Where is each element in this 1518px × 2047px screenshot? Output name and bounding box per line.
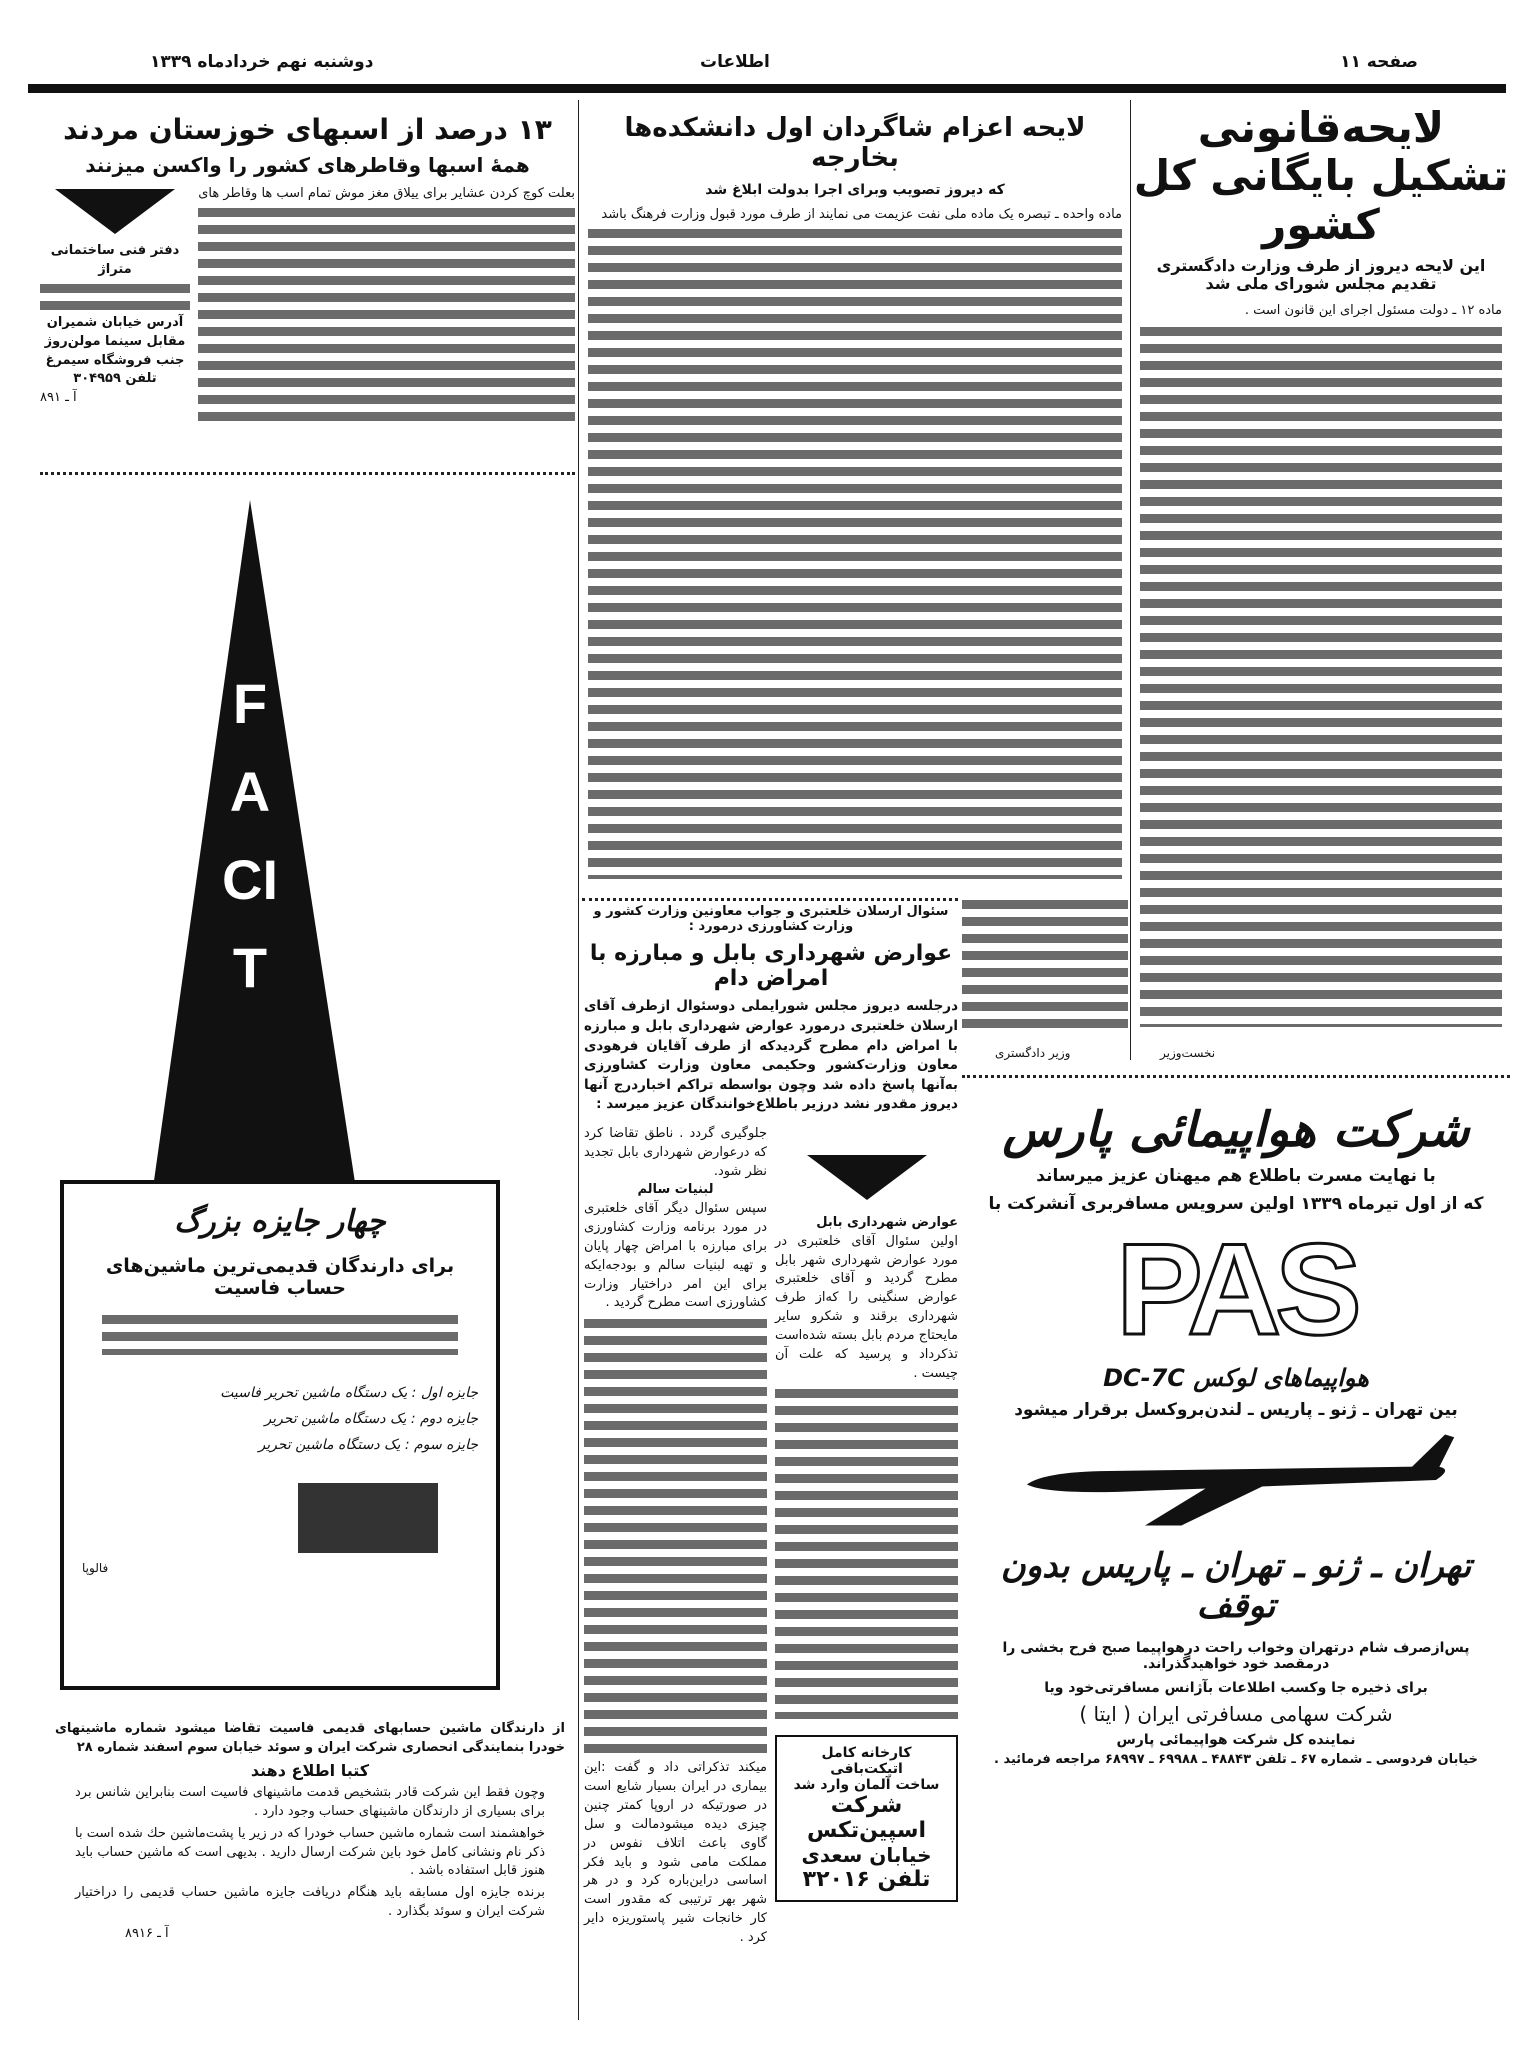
facit-paragraph-1: وچون فقط این شرکت قادر بتشخیص قدمت ماشینهای فاسیت است بنابراین شانس برد برای بسیاری از دارندگان ماشینهای حساب وجود دارد . [75,1785,545,1819]
ad-paragraph: پس‌ازصرف شام درتهران وخواب راحت درهواپیما صبح فرح بخشی را درمقصد خود خواهیدگذراند. [1002,1640,1470,1672]
pas-logo: PAS [1116,1216,1356,1362]
article-horses [40,100,575,470]
paragraph: میکند تذکراتی داد و گفت :این بیماری در ایران بسیار شایع است در صورتیکه در اروپا کمتر چنین چیزی دیده میشودمالت و سل گاوی باعث اتلاف نفوس در مملکت مامی شود و باید فکر اساسی دراین‌باره کرد و در هر شهر بهر ترتیبی که مقدور است کار خانجات شیر پاستوریزه دایر کرد . [584,1760,767,1945]
body-text [775,1389,958,1719]
ad-street: خیابان سعدی [801,1843,932,1868]
newspaper-name: اطلاعات [700,52,770,72]
headline: لایحه‌قانونی تشکیل بایگانی کل کشور [1133,103,1509,249]
ad-paragraph: برای ذخیره جا وکسب اطلاعات بآژانس مسافرتی‌خود ویا [1044,1680,1428,1696]
body-text [40,284,190,310]
star-divider [962,1075,1510,1078]
facit-cta: کتبا اطلاع دهند [250,1760,370,1780]
ad-phone: تلفن ۳۲۰۱۶ [802,1867,931,1893]
ad-code: آ ـ ۸۹۱۶ [125,1925,169,1941]
excerpt: ماده واحده ـ تبصره یک ماده ملی نفت عزیمت می نمایند از طرف مورد قبول وزارت فرهنگ باشد [601,206,1122,222]
spintex-advertisement [775,1735,958,1902]
subheadline: این لایحه دیروز از طرف وزارت دادگستری تقدیم مجلس شورای ملی شد [1156,255,1486,294]
triangle-ornament [55,189,175,234]
body-text [198,208,575,428]
prize-sign [60,1180,500,1690]
facit-intro: از دارندگان ماشین حسابهای قدیمی فاسیت تقاضا میشود شماره ماشینهای خودرا بنمایندگی انحصاری شرکت ایران و سوئد خیابان سوم اسفند شماره ۲۸ [55,1721,565,1755]
headline: ۱۳ درصد از اسبهای خوزستان مردند [63,113,552,146]
prize-1: جایزه اول : یک دستگاه ماشین تحریر فاسیت [220,1385,478,1401]
plane-model: هواپیماهای لوکس DC-7C [1103,1364,1369,1392]
calculator-illustration [298,1483,438,1553]
facit-footer [55,1720,565,1944]
agency-name: شرکت سهامی مسافرتی ایران ( ایتا ) [1079,1702,1393,1726]
article-babol [584,905,958,2025]
excerpt: بعلت کوچ کردن عشایر برای ییلاق مغز موش تمام اسب ها وقاطر های [198,186,575,202]
classified-phone: تلفن ۳۰۴۹۵۹ [73,371,157,387]
pars-airline-advertisement [962,1090,1510,2030]
article-archive [1132,100,1510,1040]
ad-line: با نهایت مسرت باطلاع هم میهنان عزیز میرساند [1036,1166,1436,1186]
prize-3: جایزه سوم : یک دستگاه ماشین تحریر [258,1437,478,1453]
excerpt: ماده ۱۲ ـ دولت مسئول اجرای این قانون است . [1244,302,1502,318]
classified-address: آدرس خیابان شمیران مقابل سینما مولن‌روژ جنب فروشگاه سیمرغ [44,314,186,368]
facit-brand-logo: FACIT [222,672,278,999]
column-divider [1130,100,1131,1060]
facit-paragraph-2: خواهشمند است شماره ماشین حساب خودرا که در زیر یا پشت‌ماشین حك شده است با ذکر نام ونشانی کامل خود باین شرکت ارسال دارید . بدیهی است که ماشین حساب باید هنوز قابل استفاده باشد . [75,1825,545,1879]
ad-line: ساخت آلمان وارد شد [793,1777,940,1794]
classified-code: آ ـ ۸۹۱ [40,390,77,406]
headline: لایحه اعزام شاگردان اول دانشکده‌ها بخارجه [624,113,1086,173]
paragraph: جلوگیری گردد . ناطق تقاضا کرد که درعوارض شهرداری بابل تجدید نظر شود. [584,1125,767,1179]
body-text [584,1319,767,1759]
ad-line: که از اول تیرماه ۱۳۳۹ اولین سرویس مسافربری آنشرکت با [988,1194,1484,1214]
facit-paragraph-3: برنده جایزه اول مسابقه باید هنگام دریافت جایزه ماشین حساب قدیمی را دراختیار شرکت ایران و سوئد بگذارد . [75,1885,545,1920]
ad-line: کارخانه کامل اتیکت‌بافی [821,1745,912,1778]
signature-justice: وزیر دادگستری [995,1046,1071,1060]
signature-pm: نخست‌وزیر [1160,1046,1216,1060]
sign-subtitle: برای دارندگان قدیمی‌ترین ماشین‌های حساب فاسیت [105,1255,455,1299]
paragraph: سپس سئوال دیگر آقای خلعتبری در مورد برنامه وزارت کشاورزی برای مبارزه با امراض چهار پایان و تهیه لبنیات سالم و بودجه‌ایکه برای این امر دراختیار وزارت کشاورزی است مطرح گردید . [584,1201,767,1311]
route: بین تهران ـ ژنو ـ پاریس ـ لندن‌بروکسل برقرار میشود [1014,1400,1458,1420]
prize-2: جایزه دوم : یک دستگاه ماشین تحریر [264,1411,478,1427]
issue-date: دوشنبه نهم خردادماه ۱۳۳۹ [150,52,374,72]
subheading: عوارض شهرداری بابل [816,1214,958,1230]
column-divider [578,100,579,2020]
artist-signature: فالوپا [82,1561,109,1575]
body-text [962,900,1128,1035]
classified-title: دفتر فنی ساختمانی متراژ [50,243,180,278]
subheadline: همهٔ اسبها وقاطرهای کشور را واکسن میزنند [85,153,530,178]
paragraph: اولین سئوال آقای خلعتبری در مورد عوارض شهرداری شهر بابل مطرح گردید و آقای خلعتبری عوارض سنگینی را که‌از طرف شهرداری برقند و شکرو سایر مایحتاج مردم بابل بسته شده‌است تذکرداد و پرسید که علت آن چیست . [775,1233,958,1381]
airplane-illustration [986,1430,1486,1530]
slogan: تهران ـ ژنو ـ تهران ـ پاریس بدون توقف [1000,1546,1472,1626]
body-text [588,229,1122,879]
star-divider [40,472,575,475]
subheadline: که دیروز تصویب وبرای اجرا بدولت ابلاغ شد [705,181,1005,198]
sign-text [102,1315,458,1355]
kicker: سئوال ارسلان خلعتبری و جواب معاونین وزارت کشور و وزارت کشاورزی درمورد : [593,904,949,934]
article-students [582,100,1128,890]
archive-continued [962,900,1128,1035]
lead: درجلسه دیروز مجلس شورایملی دوسئوال ازطرف آقای ارسلان خلعتبری درمورد عوارض شهرداری بابل و مبارزه با امراض دام مطرح گردیدکه از طرف آقایان فرهودی معاون وزارت‌کشور وحکیمی معاون وزارت کشاورزی به‌آنها پاسخ داده شد وچون بواسطه تراکم اخباردرج آنها دیروز مقدور نشد درزیر باطلاع‌خوانندگان عزیز میرسد : [584,998,958,1113]
body-text [1140,327,1502,1027]
facit-advertisement [40,480,575,2040]
representative: نماینده کل شرکت هواپیمائی پارس [1116,1732,1356,1748]
sign-title: چهار جایزه بزرگ [174,1204,386,1239]
page-number: صفحه ۱۱ [1340,52,1418,72]
triangle-ornament [807,1155,927,1200]
star-divider [582,898,958,901]
address: خیابان فردوسی ـ شماره ۶۷ ـ تلفن ۴۸۸۴۳ ـ ۶۹۹۸۸ ـ ۶۸۹۹۷ مراجعه فرمائید . [994,1752,1478,1767]
ad-title: شرکت هواپیمائی پارس [1002,1102,1470,1158]
headline: عوارض شهرداری بابل و مبارزه با امراض دام [589,940,953,992]
ad-company: شرکت اسپین‌تکس [806,1793,927,1844]
masthead-rule [28,84,1506,93]
subheading: لبنیات سالم [637,1182,714,1198]
